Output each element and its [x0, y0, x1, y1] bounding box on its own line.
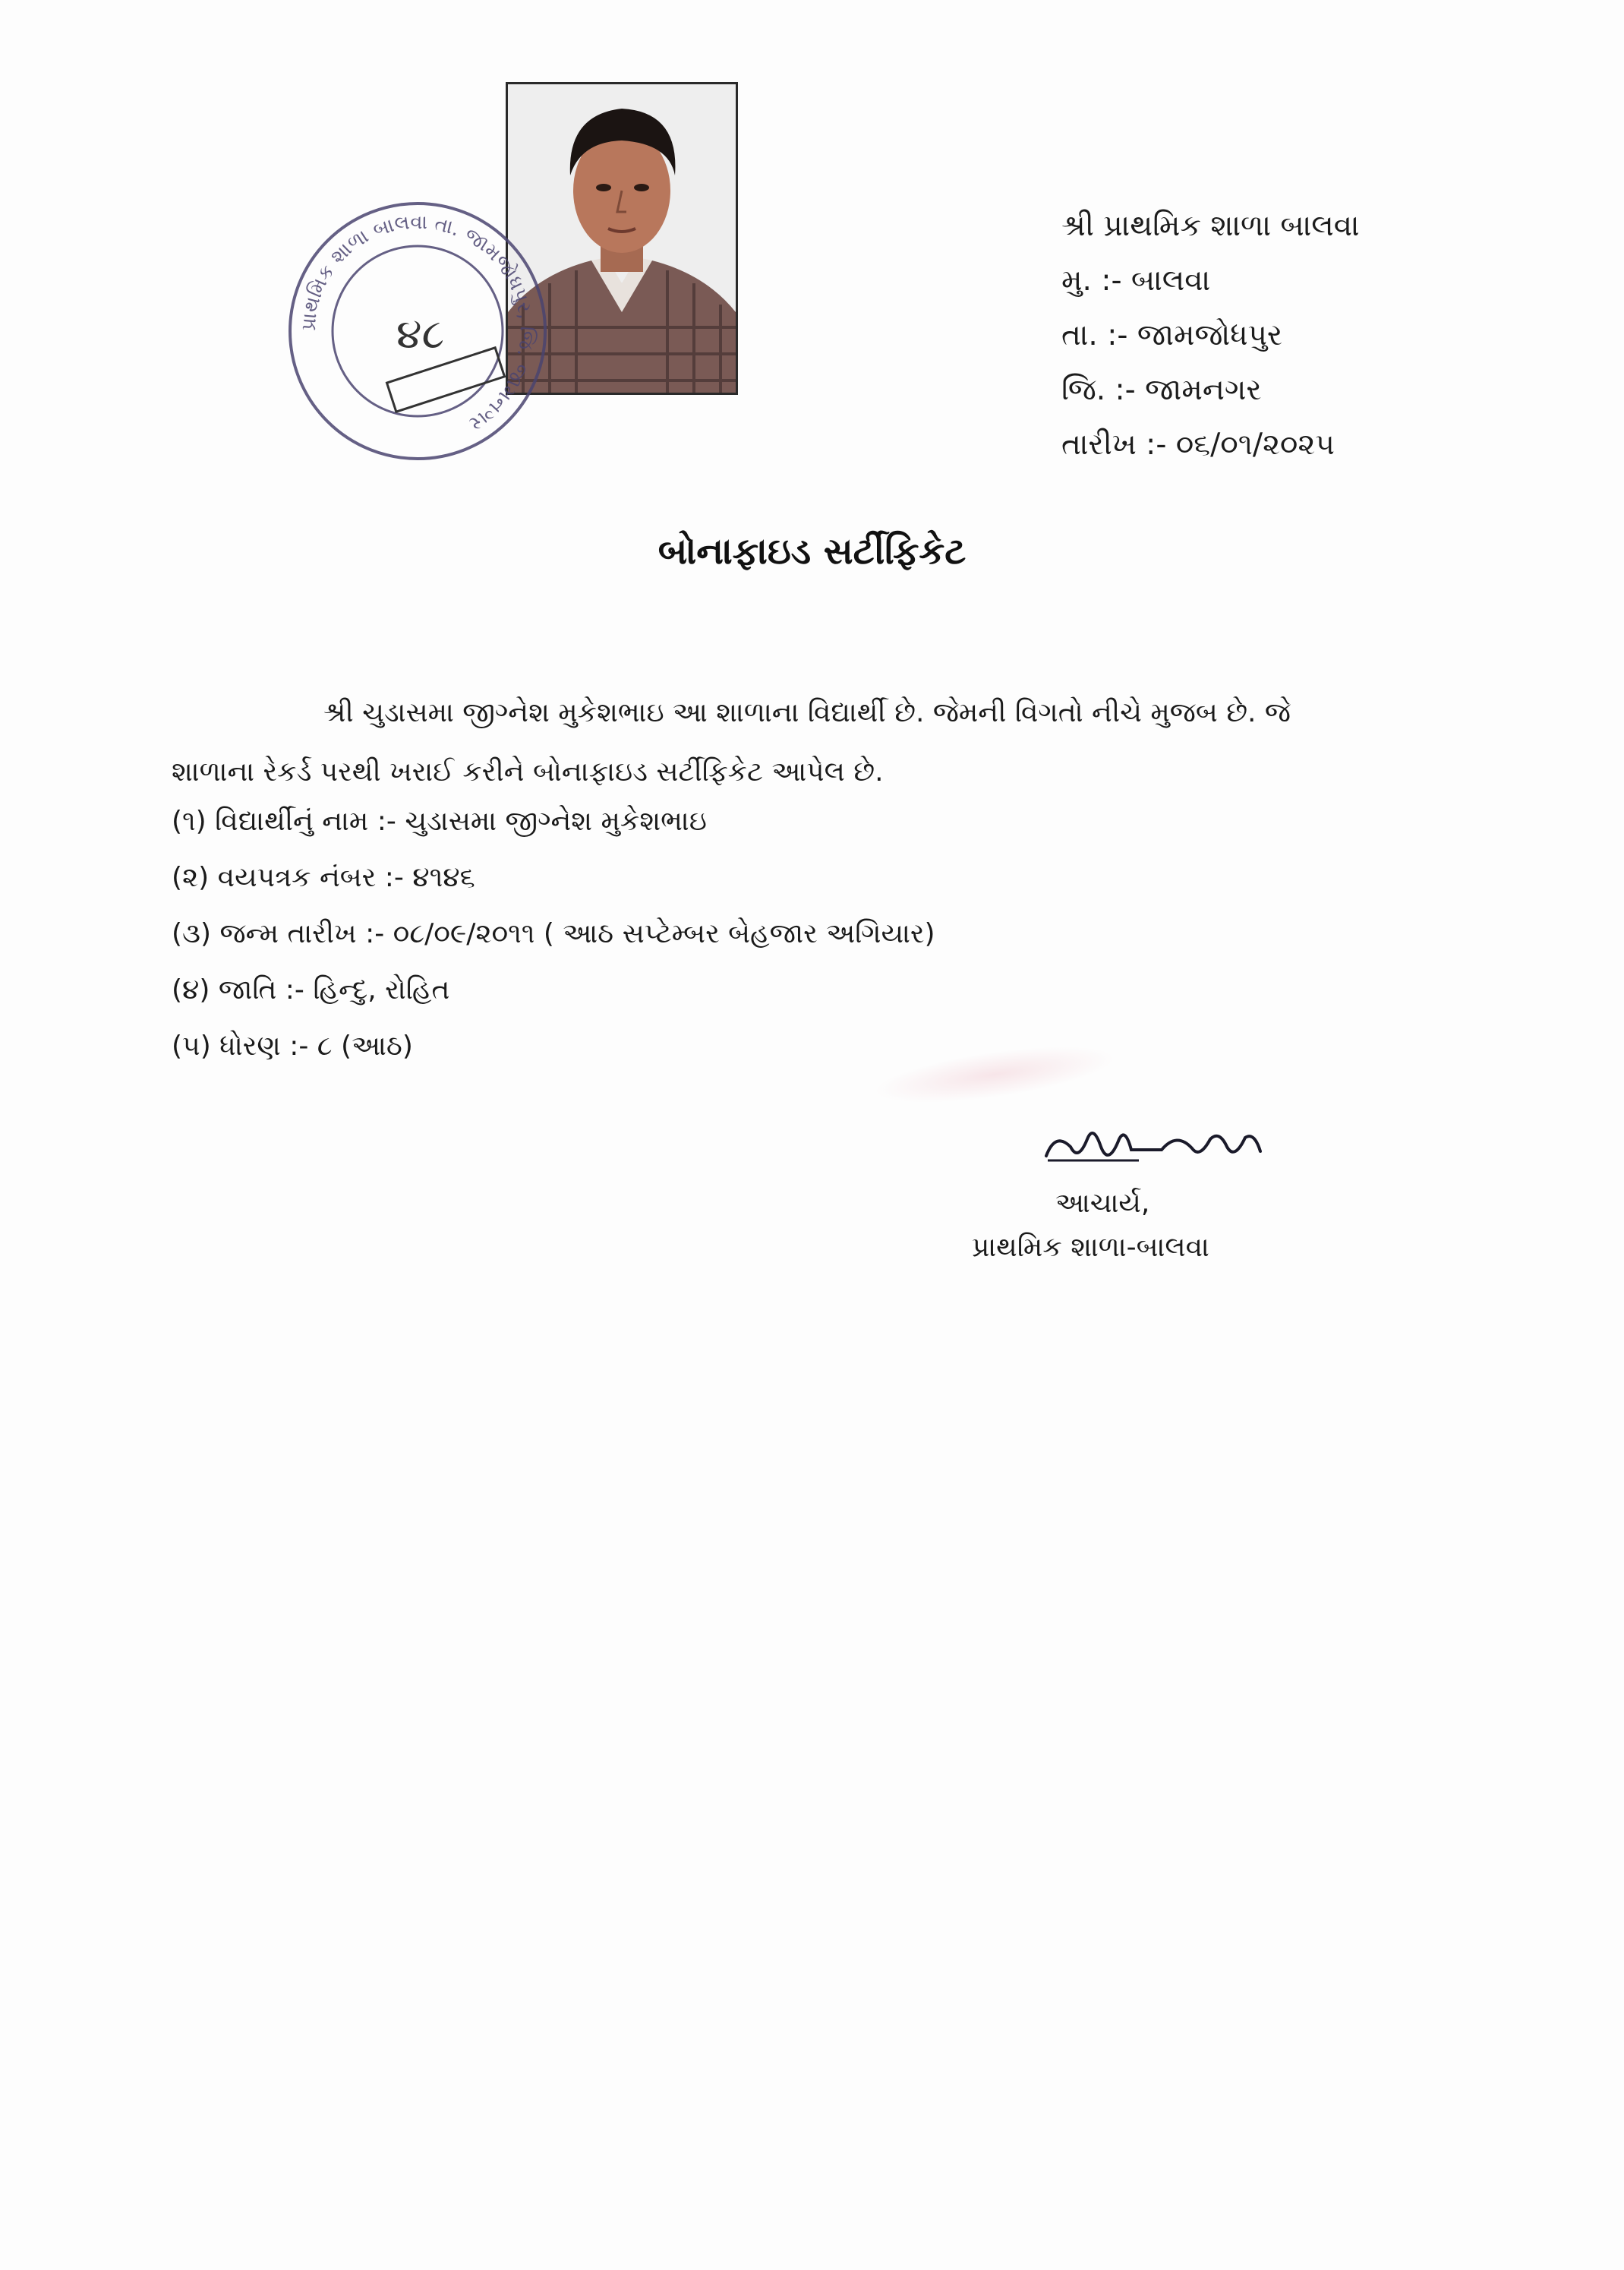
issue-date: તારીખ :- ૦૬/૦૧/૨૦૨૫	[1061, 428, 1335, 462]
detail-birth-date: (૩) જન્મ તારીખ :- ૦૮/૦૯/૨૦૧૧ ( આઠ સપ્ટેમ્બર બેહજાર અગિયાર)	[172, 918, 935, 949]
principal-signature	[1040, 1116, 1329, 1177]
stamp-ring-text: પ્રાથમિક શાળા બાલવા તા. જામજોધપુર, જિ. જામનગર	[297, 210, 538, 436]
stamp-number: ૪૮	[396, 310, 445, 358]
taluka-line: તા. :- જામજોધપુર	[1061, 318, 1283, 352]
signatory-block	[972, 1182, 1321, 1270]
student-details-list	[172, 794, 1462, 1075]
school-stamp	[282, 196, 553, 466]
detail-register-number: (૨) વયપત્રક નંબર :- ૪૧૪૬	[172, 862, 475, 893]
paragraph-line-2: શાળાના રેકર્ડ પરથી ખરાઈ કરીને બોનાફાઇડ સર્ટીફિકેટ આપેલ છે.	[172, 756, 884, 788]
detail-student-name: (૧) વિદ્યાર્થીનું નામ :- ચુડાસમા જીગ્નેશ મુકેશભાઇ	[172, 806, 707, 837]
certificate-title: બોનાફાઇડ સર્ટીફિકેટ	[657, 530, 967, 573]
detail-standard: (૫) ધોરણ :- ૮ (આઠ)	[172, 1031, 413, 1062]
certificate-paragraph	[172, 684, 1432, 802]
signatory-role: આચાર્ય,	[1055, 1188, 1150, 1219]
school-address-block	[1061, 199, 1487, 472]
school-name: શ્રી પ્રાથમિક શાળા બાલવા	[1061, 209, 1360, 243]
district-line: જિ. :- જામનગર	[1061, 373, 1262, 407]
village-line: મુ. :- બાલવા	[1061, 264, 1211, 298]
detail-caste: (૪) જાતિ :- હિન્દુ, રોહિત	[172, 974, 450, 1006]
signatory-school: પ્રાથમિક શાળા-બાલવા	[972, 1232, 1209, 1263]
paragraph-line-1: શ્રી ચુડાસમા જીગ્નેશ મુકેશભાઇ આ શાળાના વિદ્યાર્થી છે. જેમની વિગતો નીચે મુજબ છે. જે	[323, 697, 1291, 728]
